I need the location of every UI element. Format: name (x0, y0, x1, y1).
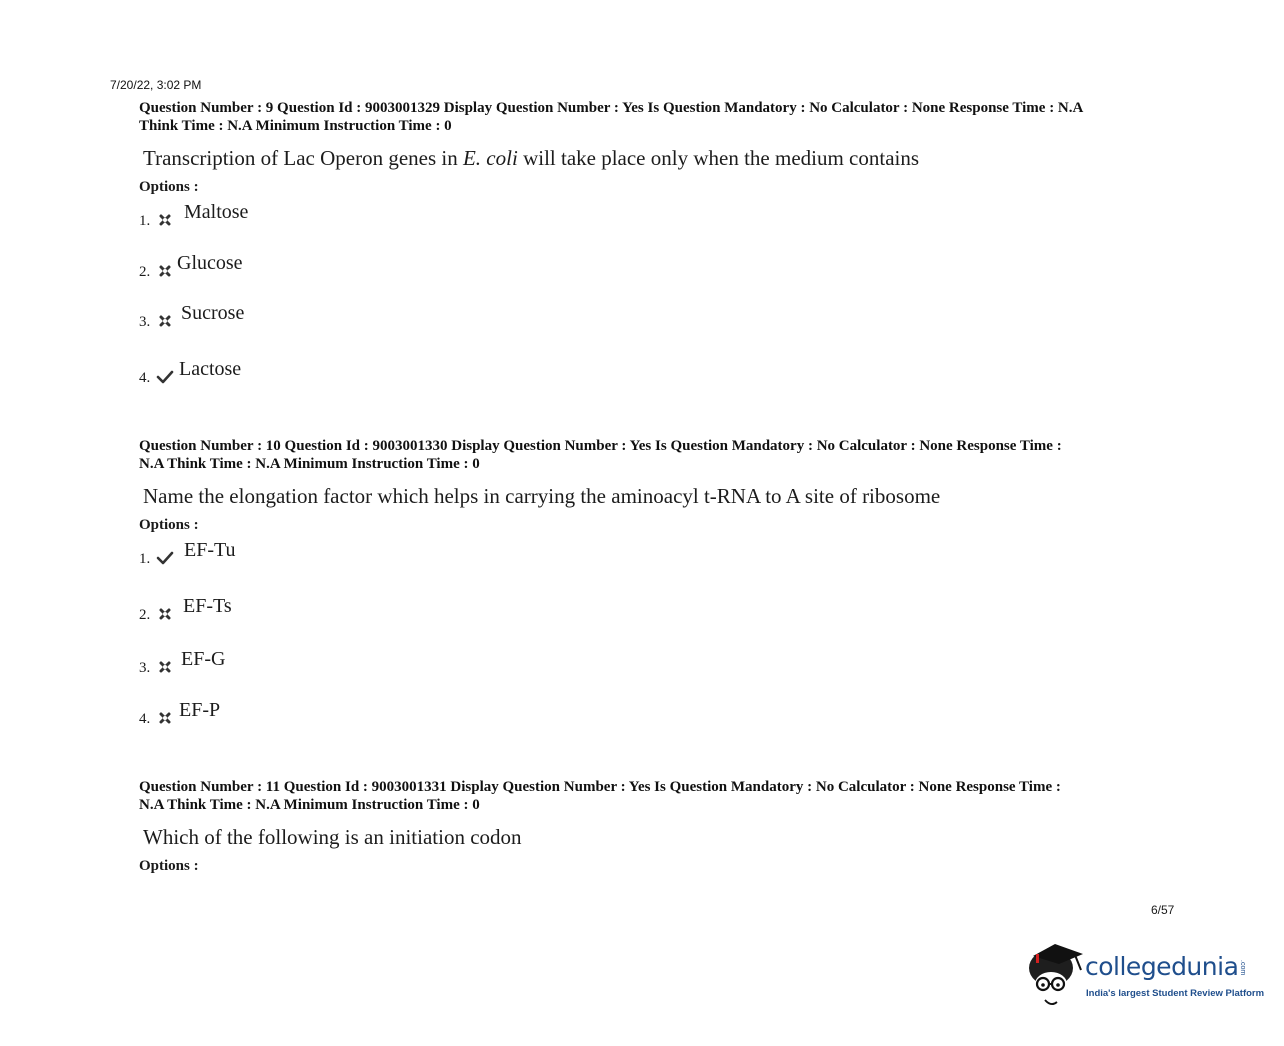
option-text: Sucrose (181, 302, 245, 324)
option-number: 4. (139, 711, 151, 727)
question-stem: Transcription of Lac Operon genes in E. coli will take place only when the medium contains (143, 146, 920, 170)
option-number: 4. (139, 370, 151, 386)
question-block-10 (139, 437, 1169, 727)
logo-tagline: India's largest Student Review Platform (1086, 988, 1265, 999)
question-meta-line1: Question Number : 9 Question Id : 9003001329 Display Question Number : Yes Is Question Mandatory : No Calculator : None Response Time : N.A (139, 100, 1084, 116)
correct-icon (156, 549, 174, 567)
logo-suffix: .com (1239, 960, 1246, 976)
question-stem: Which of the following is an initiation codon (143, 825, 522, 849)
option-number: 3. (139, 314, 151, 330)
collegedunia-logo (1025, 938, 1265, 1010)
option-text: Maltose (184, 201, 249, 223)
option-text: EF-G (181, 648, 226, 670)
print-timestamp: 7/20/22, 3:02 PM (110, 78, 202, 92)
option-text: EF-Ts (183, 595, 232, 617)
wrong-icon (156, 312, 174, 330)
question-meta-line1: Question Number : 11 Question Id : 9003001331 Display Question Number : Yes Is Question Mandatory : No Calculator : None Response Time : (139, 779, 1061, 795)
question-stem: Name the elongation factor which helps in carrying the aminoacyl t-RNA to A site of ribosome (143, 484, 941, 508)
option-text: Lactose (179, 358, 242, 380)
options-label: Options : (139, 179, 199, 195)
wrong-icon (156, 211, 174, 229)
question-meta-line2: N.A Think Time : N.A Minimum Instruction Time : 0 (139, 456, 480, 472)
option-number: 2. (139, 264, 151, 280)
option-text: EF-P (179, 699, 221, 721)
option-number: 1. (139, 551, 151, 567)
page-number: 6/57 (1151, 903, 1175, 917)
wrong-icon (156, 658, 174, 676)
option-number: 3. (139, 660, 151, 676)
question-meta-line1: Question Number : 10 Question Id : 9003001330 Display Question Number : Yes Is Question Mandatory : No Calculator : None Response Time : (139, 438, 1062, 454)
correct-icon (156, 368, 174, 386)
question-block-11 (139, 778, 1169, 875)
logo-wordmark: collegedunia (1085, 952, 1239, 981)
wrong-icon (156, 709, 174, 727)
options-label: Options : (139, 517, 199, 533)
option-text: Glucose (177, 252, 243, 274)
options-label: Options : (139, 858, 199, 874)
option-text: EF-Tu (184, 539, 236, 561)
question-block-9 (139, 99, 1169, 386)
wrong-icon (156, 605, 174, 623)
option-number: 1. (139, 213, 151, 229)
mascot-icon (1025, 938, 1087, 1010)
option-number: 2. (139, 607, 151, 623)
question-meta-line2: N.A Think Time : N.A Minimum Instruction Time : 0 (139, 797, 480, 813)
question-meta-line2: Think Time : N.A Minimum Instruction Time : 0 (139, 118, 452, 134)
wrong-icon (156, 262, 174, 280)
